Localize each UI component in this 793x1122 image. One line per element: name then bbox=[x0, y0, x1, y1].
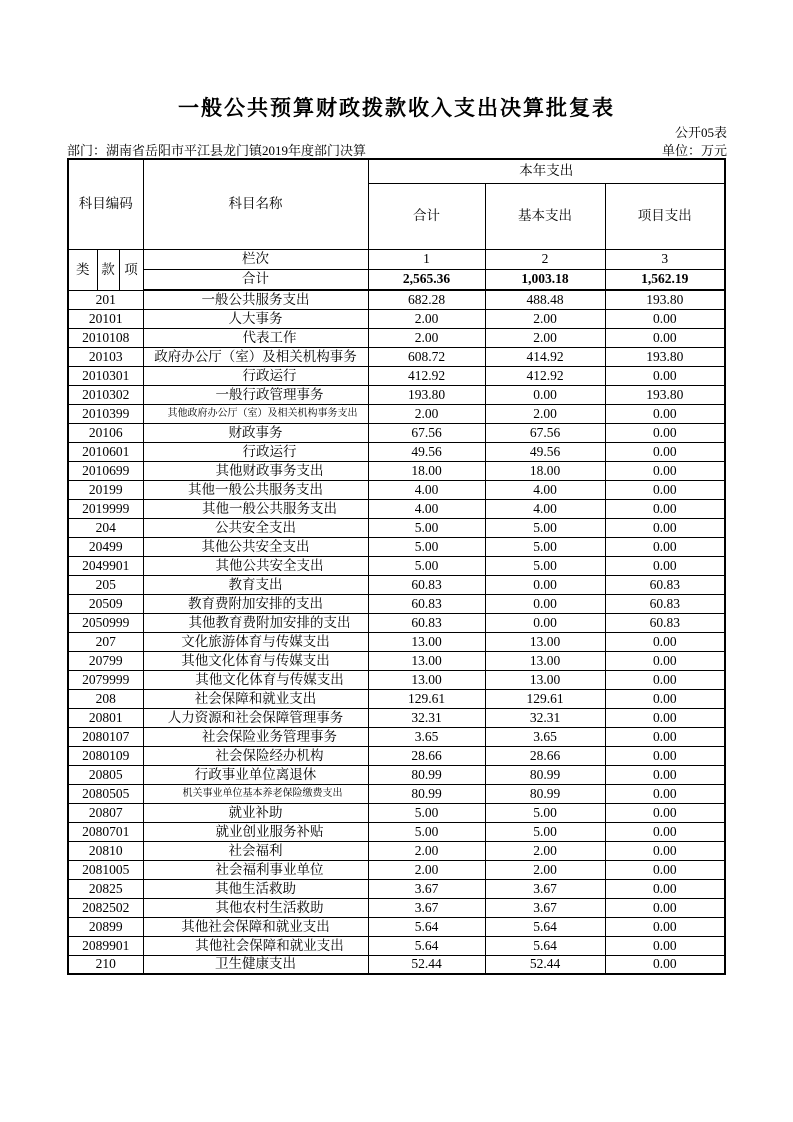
row-basic: 80.99 bbox=[485, 784, 605, 803]
row-code: 2080505 bbox=[68, 784, 143, 803]
table-row bbox=[68, 765, 725, 784]
table-row bbox=[68, 385, 725, 404]
row-name: 机关事业单位基本养老保险缴费支出 bbox=[143, 784, 368, 803]
row-basic: 488.48 bbox=[485, 290, 605, 309]
row-project: 0.00 bbox=[605, 480, 725, 499]
row-total: 5.64 bbox=[368, 936, 485, 955]
row-code: 2010108 bbox=[68, 328, 143, 347]
row-name: 财政事务 bbox=[143, 423, 368, 442]
header-code-item: 项 bbox=[119, 249, 143, 290]
row-basic: 13.00 bbox=[485, 670, 605, 689]
row-name: 社会保障和就业支出 bbox=[143, 689, 368, 708]
row-name: 教育费附加安排的支出 bbox=[143, 594, 368, 613]
table-row bbox=[68, 936, 725, 955]
row-basic: 18.00 bbox=[485, 461, 605, 480]
row-project: 0.00 bbox=[605, 841, 725, 860]
row-name: 行政运行 bbox=[143, 366, 368, 385]
row-name: 一般公共服务支出 bbox=[143, 290, 368, 309]
table-row bbox=[68, 784, 725, 803]
header-code-class: 类 bbox=[68, 249, 97, 290]
row-total: 13.00 bbox=[368, 670, 485, 689]
row-basic: 0.00 bbox=[485, 575, 605, 594]
row-project: 0.00 bbox=[605, 689, 725, 708]
column-index-3: 3 bbox=[605, 249, 725, 269]
row-basic: 0.00 bbox=[485, 385, 605, 404]
row-total: 412.92 bbox=[368, 366, 485, 385]
table-row bbox=[68, 879, 725, 898]
department-line: 部门：湖南省岳阳市平江县龙门镇2019年度部门决算 bbox=[67, 143, 367, 158]
header-row-1 bbox=[68, 159, 725, 183]
table-row bbox=[68, 461, 725, 480]
row-project: 193.80 bbox=[605, 385, 725, 404]
row-code: 2010301 bbox=[68, 366, 143, 385]
row-basic: 0.00 bbox=[485, 594, 605, 613]
row-basic: 5.00 bbox=[485, 518, 605, 537]
row-name: 文化旅游体育与传媒支出 bbox=[143, 632, 368, 651]
row-name: 一般行政管理事务 bbox=[143, 385, 368, 404]
row-project: 60.83 bbox=[605, 575, 725, 594]
row-name: 其他农村生活救助 bbox=[143, 898, 368, 917]
row-name: 就业创业服务补贴 bbox=[143, 822, 368, 841]
row-basic: 3.67 bbox=[485, 898, 605, 917]
row-basic: 2.00 bbox=[485, 328, 605, 347]
row-total: 129.61 bbox=[368, 689, 485, 708]
row-total: 3.65 bbox=[368, 727, 485, 746]
form-number: 公开05表 bbox=[674, 125, 727, 140]
row-basic: 28.66 bbox=[485, 746, 605, 765]
header-current-year-expenditure: 本年支出 bbox=[368, 159, 725, 183]
row-code: 2081005 bbox=[68, 860, 143, 879]
header-col-basic: 基本支出 bbox=[485, 183, 605, 249]
row-project: 0.00 bbox=[605, 632, 725, 651]
row-code: 2019999 bbox=[68, 499, 143, 518]
row-basic: 80.99 bbox=[485, 765, 605, 784]
row-name: 其他财政事务支出 bbox=[143, 461, 368, 480]
table-row bbox=[68, 689, 725, 708]
grand-total-label: 合计 bbox=[143, 269, 368, 290]
row-basic: 5.00 bbox=[485, 822, 605, 841]
row-name: 其他社会保障和就业支出 bbox=[143, 917, 368, 936]
row-basic: 414.92 bbox=[485, 347, 605, 366]
table-row bbox=[68, 746, 725, 765]
row-project: 193.80 bbox=[605, 347, 725, 366]
row-project: 0.00 bbox=[605, 822, 725, 841]
column-index-1: 1 bbox=[368, 249, 485, 269]
row-total: 5.00 bbox=[368, 822, 485, 841]
row-total: 2.00 bbox=[368, 404, 485, 423]
row-code: 20810 bbox=[68, 841, 143, 860]
row-project: 0.00 bbox=[605, 518, 725, 537]
row-basic: 5.64 bbox=[485, 917, 605, 936]
row-code: 2079999 bbox=[68, 670, 143, 689]
row-name: 行政事业单位离退休 bbox=[143, 765, 368, 784]
row-code: 2010399 bbox=[68, 404, 143, 423]
row-project: 0.00 bbox=[605, 936, 725, 955]
row-project: 0.00 bbox=[605, 803, 725, 822]
row-name: 卫生健康支出 bbox=[143, 955, 368, 974]
row-name: 其他文化体育与传媒支出 bbox=[143, 651, 368, 670]
row-project: 0.00 bbox=[605, 917, 725, 936]
table-row bbox=[68, 537, 725, 556]
row-code: 20799 bbox=[68, 651, 143, 670]
row-name: 政府办公厅（室）及相关机构事务 bbox=[143, 347, 368, 366]
row-total: 2.00 bbox=[368, 860, 485, 879]
row-total: 608.72 bbox=[368, 347, 485, 366]
row-total: 49.56 bbox=[368, 442, 485, 461]
column-index-label: 栏次 bbox=[143, 249, 368, 269]
row-name: 代表工作 bbox=[143, 328, 368, 347]
row-project: 0.00 bbox=[605, 366, 725, 385]
row-total: 80.99 bbox=[368, 784, 485, 803]
row-total: 682.28 bbox=[368, 290, 485, 309]
row-name: 其他政府办公厅（室）及相关机构事务支出 bbox=[143, 404, 368, 423]
row-code: 208 bbox=[68, 689, 143, 708]
row-name: 就业补助 bbox=[143, 803, 368, 822]
table-row bbox=[68, 860, 725, 879]
table-row bbox=[68, 347, 725, 366]
row-basic: 5.64 bbox=[485, 936, 605, 955]
header-col-total: 合计 bbox=[368, 183, 485, 249]
row-name: 其他教育费附加安排的支出 bbox=[143, 613, 368, 632]
row-code: 2080701 bbox=[68, 822, 143, 841]
table-row bbox=[68, 594, 725, 613]
row-project: 0.00 bbox=[605, 537, 725, 556]
row-total: 67.56 bbox=[368, 423, 485, 442]
row-total: 193.80 bbox=[368, 385, 485, 404]
row-code: 2080107 bbox=[68, 727, 143, 746]
row-code: 20807 bbox=[68, 803, 143, 822]
row-code: 20825 bbox=[68, 879, 143, 898]
row-project: 0.00 bbox=[605, 727, 725, 746]
row-project: 0.00 bbox=[605, 898, 725, 917]
row-basic: 32.31 bbox=[485, 708, 605, 727]
row-project: 0.00 bbox=[605, 404, 725, 423]
row-code: 20106 bbox=[68, 423, 143, 442]
row-code: 20499 bbox=[68, 537, 143, 556]
header-code-fund: 款 bbox=[97, 249, 119, 290]
row-name: 其他生活救助 bbox=[143, 879, 368, 898]
table-row bbox=[68, 366, 725, 385]
row-code: 204 bbox=[68, 518, 143, 537]
row-name: 其他公共安全支出 bbox=[143, 556, 368, 575]
row-code: 20101 bbox=[68, 309, 143, 328]
row-name: 人大事务 bbox=[143, 309, 368, 328]
row-name: 其他社会保障和就业支出 bbox=[143, 936, 368, 955]
table-row bbox=[68, 309, 725, 328]
row-total: 60.83 bbox=[368, 594, 485, 613]
grand-total-total: 2,565.36 bbox=[368, 269, 485, 290]
header-col-project: 项目支出 bbox=[605, 183, 725, 249]
grand-total-project: 1,562.19 bbox=[605, 269, 725, 290]
row-basic: 5.00 bbox=[485, 537, 605, 556]
row-total: 5.64 bbox=[368, 917, 485, 936]
table-row bbox=[68, 404, 725, 423]
row-code: 2050999 bbox=[68, 613, 143, 632]
table-row bbox=[68, 328, 725, 347]
row-project: 60.83 bbox=[605, 613, 725, 632]
table-row bbox=[68, 651, 725, 670]
table-row bbox=[68, 423, 725, 442]
page-title: 一般公共预算财政拨款收入支出决算批复表 bbox=[178, 96, 615, 120]
row-basic: 2.00 bbox=[485, 404, 605, 423]
row-total: 13.00 bbox=[368, 651, 485, 670]
row-basic: 52.44 bbox=[485, 955, 605, 974]
row-name: 其他文化体育与传媒支出 bbox=[143, 670, 368, 689]
row-basic: 4.00 bbox=[485, 480, 605, 499]
row-code: 2080109 bbox=[68, 746, 143, 765]
row-total: 52.44 bbox=[368, 955, 485, 974]
row-total: 80.99 bbox=[368, 765, 485, 784]
row-name: 社会保险经办机构 bbox=[143, 746, 368, 765]
row-name: 人力资源和社会保障管理事务 bbox=[143, 708, 368, 727]
row-total: 4.00 bbox=[368, 499, 485, 518]
row-project: 0.00 bbox=[605, 708, 725, 727]
row-project: 0.00 bbox=[605, 784, 725, 803]
grand-total-row bbox=[68, 269, 725, 290]
row-project: 0.00 bbox=[605, 746, 725, 765]
row-code: 2010601 bbox=[68, 442, 143, 461]
row-code: 20801 bbox=[68, 708, 143, 727]
row-name: 其他一般公共服务支出 bbox=[143, 480, 368, 499]
row-basic: 0.00 bbox=[485, 613, 605, 632]
row-code: 2082502 bbox=[68, 898, 143, 917]
table-row bbox=[68, 803, 725, 822]
row-code: 205 bbox=[68, 575, 143, 594]
row-basic: 2.00 bbox=[485, 309, 605, 328]
row-project: 0.00 bbox=[605, 461, 725, 480]
row-basic: 67.56 bbox=[485, 423, 605, 442]
row-code: 20899 bbox=[68, 917, 143, 936]
row-total: 5.00 bbox=[368, 556, 485, 575]
row-project: 0.00 bbox=[605, 955, 725, 974]
row-code: 2089901 bbox=[68, 936, 143, 955]
table-row bbox=[68, 708, 725, 727]
table-row bbox=[68, 841, 725, 860]
row-name: 公共安全支出 bbox=[143, 518, 368, 537]
table-row bbox=[68, 917, 725, 936]
row-total: 32.31 bbox=[368, 708, 485, 727]
row-name: 社会福利事业单位 bbox=[143, 860, 368, 879]
row-total: 3.67 bbox=[368, 898, 485, 917]
row-total: 18.00 bbox=[368, 461, 485, 480]
row-name: 行政运行 bbox=[143, 442, 368, 461]
row-total: 60.83 bbox=[368, 613, 485, 632]
row-name: 社会福利 bbox=[143, 841, 368, 860]
table-row bbox=[68, 613, 725, 632]
row-code: 2010699 bbox=[68, 461, 143, 480]
table-row bbox=[68, 632, 725, 651]
row-total: 28.66 bbox=[368, 746, 485, 765]
row-name: 其他一般公共服务支出 bbox=[143, 499, 368, 518]
row-code: 2010302 bbox=[68, 385, 143, 404]
table-row bbox=[68, 442, 725, 461]
row-code: 20805 bbox=[68, 765, 143, 784]
grand-total-basic: 1,003.18 bbox=[485, 269, 605, 290]
row-basic: 5.00 bbox=[485, 556, 605, 575]
header-subject-name: 科目名称 bbox=[143, 159, 368, 249]
row-code: 20103 bbox=[68, 347, 143, 366]
row-code: 207 bbox=[68, 632, 143, 651]
row-name: 社会保险业务管理事务 bbox=[143, 727, 368, 746]
row-code: 20199 bbox=[68, 480, 143, 499]
row-project: 0.00 bbox=[605, 499, 725, 518]
row-project: 0.00 bbox=[605, 651, 725, 670]
row-code: 201 bbox=[68, 290, 143, 309]
row-total: 2.00 bbox=[368, 841, 485, 860]
row-total: 13.00 bbox=[368, 632, 485, 651]
row-total: 5.00 bbox=[368, 537, 485, 556]
row-total: 5.00 bbox=[368, 803, 485, 822]
table-row bbox=[68, 575, 725, 594]
row-code: 20509 bbox=[68, 594, 143, 613]
table-row bbox=[68, 670, 725, 689]
row-total: 2.00 bbox=[368, 309, 485, 328]
row-basic: 13.00 bbox=[485, 651, 605, 670]
row-total: 2.00 bbox=[368, 328, 485, 347]
row-project: 60.83 bbox=[605, 594, 725, 613]
row-project: 0.00 bbox=[605, 860, 725, 879]
row-basic: 129.61 bbox=[485, 689, 605, 708]
row-basic: 2.00 bbox=[485, 841, 605, 860]
table-row bbox=[68, 499, 725, 518]
budget-table bbox=[67, 158, 726, 975]
row-name: 教育支出 bbox=[143, 575, 368, 594]
row-project: 0.00 bbox=[605, 423, 725, 442]
row-project: 0.00 bbox=[605, 765, 725, 784]
table-row bbox=[68, 518, 725, 537]
header-row-column-index bbox=[68, 249, 725, 269]
row-total: 5.00 bbox=[368, 518, 485, 537]
row-basic: 4.00 bbox=[485, 499, 605, 518]
table-row bbox=[68, 955, 725, 974]
row-project: 0.00 bbox=[605, 879, 725, 898]
row-basic: 13.00 bbox=[485, 632, 605, 651]
row-code: 2049901 bbox=[68, 556, 143, 575]
row-basic: 49.56 bbox=[485, 442, 605, 461]
table-row bbox=[68, 822, 725, 841]
row-basic: 3.65 bbox=[485, 727, 605, 746]
row-project: 0.00 bbox=[605, 556, 725, 575]
header-subject-code: 科目编码 bbox=[68, 159, 143, 249]
table-row bbox=[68, 898, 725, 917]
row-total: 60.83 bbox=[368, 575, 485, 594]
column-index-2: 2 bbox=[485, 249, 605, 269]
row-basic: 5.00 bbox=[485, 803, 605, 822]
table-row bbox=[68, 727, 725, 746]
row-project: 193.80 bbox=[605, 290, 725, 309]
row-project: 0.00 bbox=[605, 670, 725, 689]
table-body bbox=[68, 290, 725, 974]
row-project: 0.00 bbox=[605, 442, 725, 461]
row-basic: 3.67 bbox=[485, 879, 605, 898]
table-row bbox=[68, 480, 725, 499]
row-basic: 2.00 bbox=[485, 860, 605, 879]
row-code: 210 bbox=[68, 955, 143, 974]
row-name: 其他公共安全支出 bbox=[143, 537, 368, 556]
row-total: 3.67 bbox=[368, 879, 485, 898]
table-row bbox=[68, 290, 725, 309]
row-project: 0.00 bbox=[605, 309, 725, 328]
table-row bbox=[68, 556, 725, 575]
row-basic: 412.92 bbox=[485, 366, 605, 385]
row-project: 0.00 bbox=[605, 328, 725, 347]
row-total: 4.00 bbox=[368, 480, 485, 499]
unit-label: 单位：万元 bbox=[661, 143, 727, 158]
